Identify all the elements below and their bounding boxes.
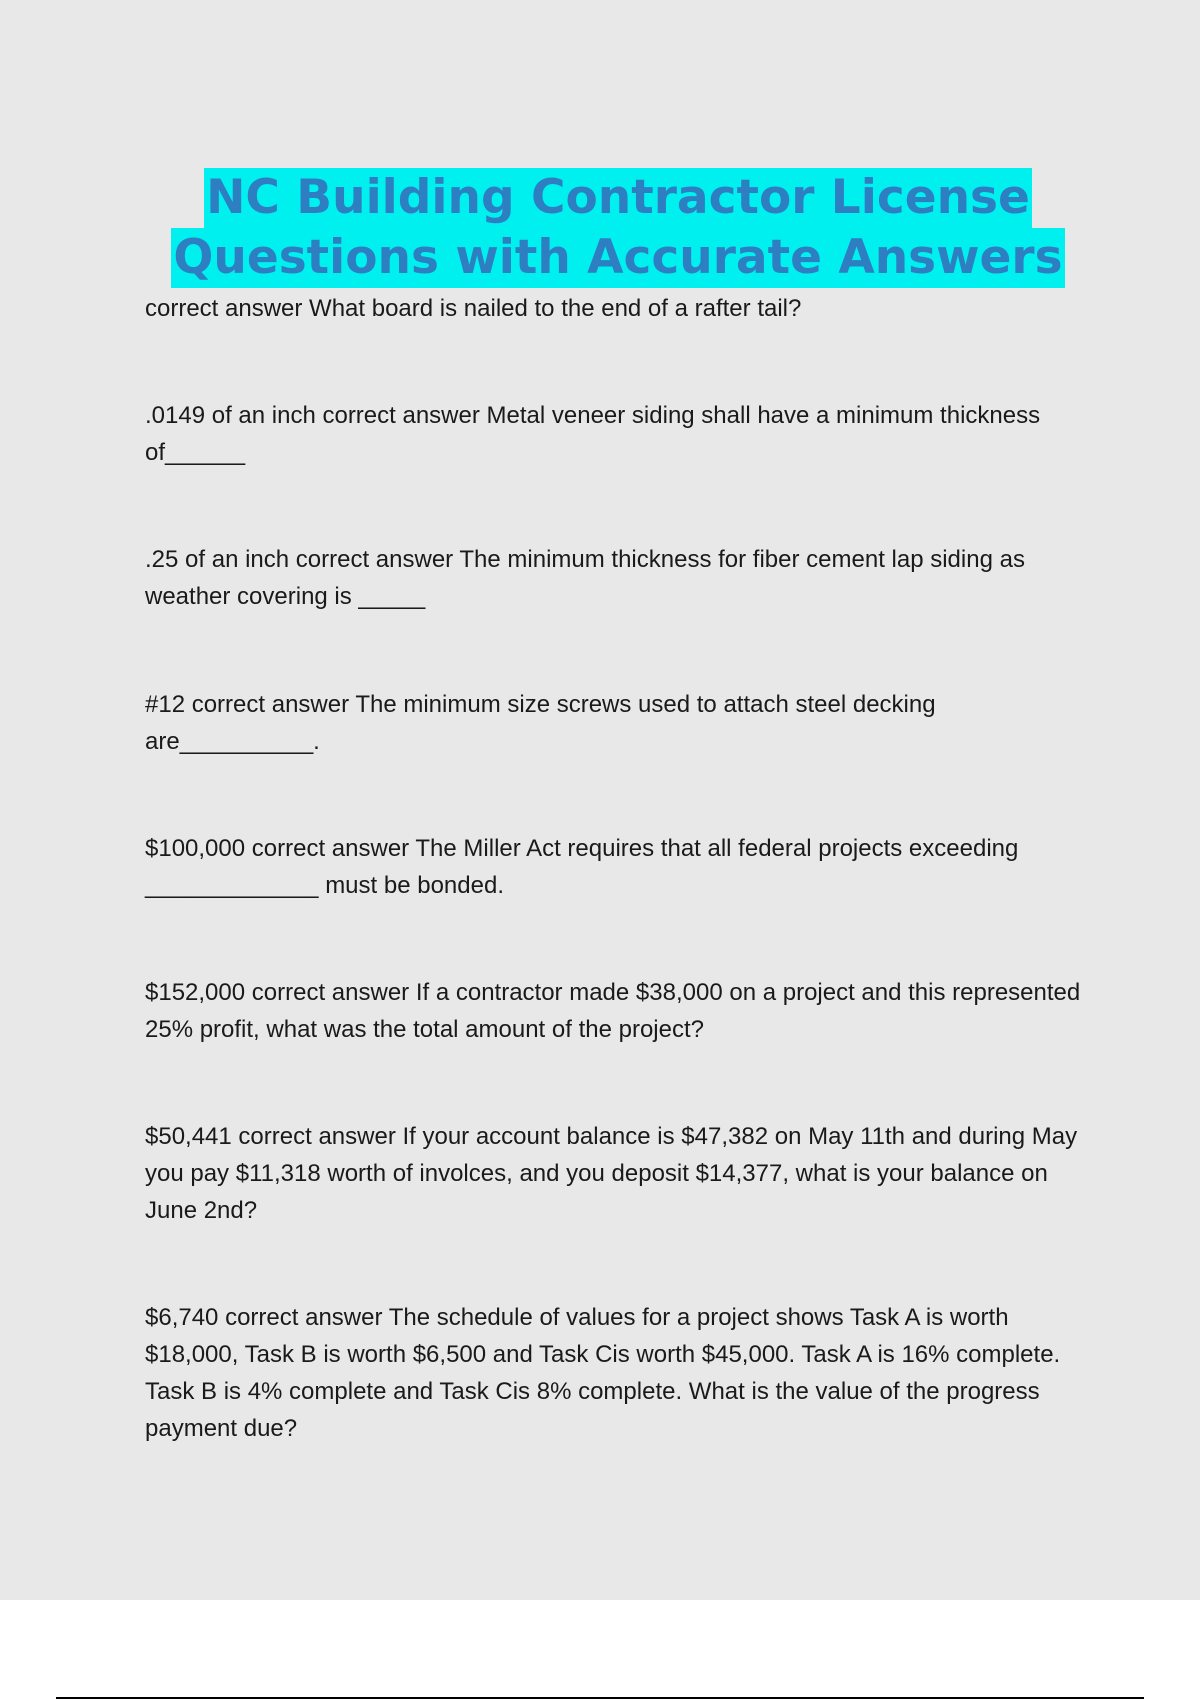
title-line-2: Questions with Accurate Answers <box>171 228 1064 288</box>
footer-divider <box>56 1697 1144 1699</box>
qa-entry: .25 of an inch correct answer The minimum thickness for fiber cement lap siding as weather covering is _____ <box>145 546 1025 610</box>
qa-entry: .0149 of an inch correct answer Metal veneer siding shall have a minimum thickness of______ <box>145 402 1041 466</box>
intro-question: correct answer What board is nailed to the end of a rafter tail? <box>145 295 802 322</box>
qa-entry: #12 correct answer The minimum size screws used to attach steel decking are__________. <box>145 691 936 755</box>
qa-entry: $6,740 correct answer The schedule of values for a project shows Task A is worth $18,000, Task B is worth $6,500 and Task Cis worth $45,000. Task A is 16% complete. Task B is 4% complete and Task Cis 8% complete. What is the value of the progress payment due? <box>145 1304 1061 1442</box>
qa-entry: $100,000 correct answer The Miller Act requires that all federal projects exceeding _____________ must be bonded. <box>145 835 1019 899</box>
qa-entry: $152,000 correct answer If a contractor made $38,000 on a project and this represented 25% profit, what was the total amount of the project? <box>145 979 1081 1043</box>
title-line-1: NC Building Contractor License <box>204 168 1032 228</box>
document-title <box>0 168 1200 288</box>
qa-entry: $50,441 correct answer If your account balance is $47,382 on May 11th and during May you pay $11,318 worth of involces, and you deposit $14,377, what is your balance on June 2nd? <box>145 1123 1078 1224</box>
